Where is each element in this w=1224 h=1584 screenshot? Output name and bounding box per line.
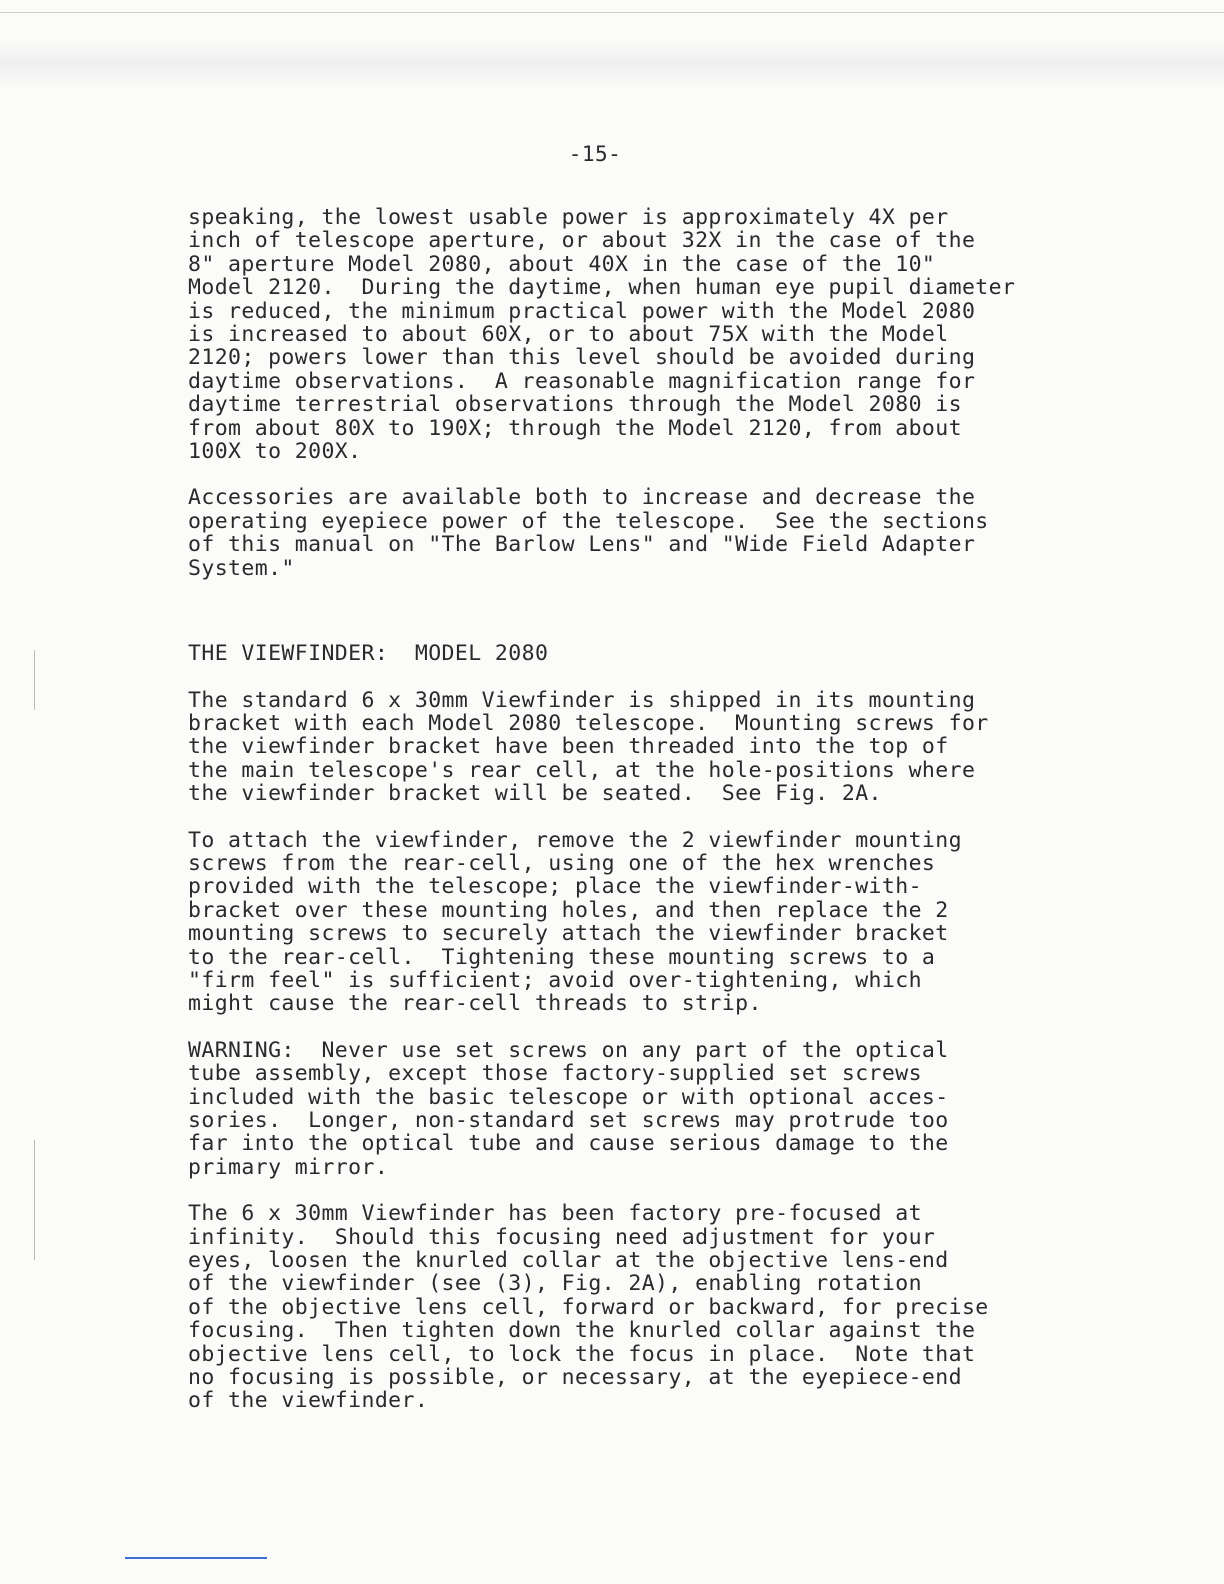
warning-paragraph xyxy=(188,1039,1108,1179)
text-line: 100X to 200X. xyxy=(188,439,362,465)
text-line: the viewfinder bracket will be seated. See Fig. 2A. xyxy=(188,781,882,807)
paragraph xyxy=(188,829,1108,1016)
text-line: Accessories are available both to increase and decrease the xyxy=(188,485,976,511)
text-line: sories. Longer, non-standard set screws may protrude too xyxy=(188,1108,949,1133)
text-line: operating eyepiece power of the telescope. See the sections xyxy=(188,508,989,534)
text-line: eyes, loosen the knurled collar at the objective lens-end xyxy=(188,1248,949,1274)
text-line: focusing. Then tighten down the knurled collar against the xyxy=(188,1318,976,1344)
scan-margin-mark xyxy=(34,650,35,710)
text-line: The 6 x 30mm Viewfinder has been factory pre-focused at xyxy=(188,1201,922,1227)
text-line: bracket over these mounting holes, and then replace the 2 xyxy=(188,897,949,923)
scan-top-edge xyxy=(0,12,1224,13)
text-line: primary mirror. xyxy=(188,1154,389,1180)
text-line: provided with the telescope; place the viewfinder-with- xyxy=(188,874,922,900)
text-line: 8" aperture Model 2080, about 40X in the case of the 10" xyxy=(188,251,936,277)
paragraph xyxy=(188,206,1108,463)
text-line: WARNING: Never use set screws on any part of the optical xyxy=(188,1037,949,1063)
text-line: of the viewfinder (see (3), Fig. 2A), enabling rotation xyxy=(188,1271,922,1297)
text-line: "firm feel" is sufficient; avoid over-tightening, which xyxy=(188,967,922,993)
text-line: included with the basic telescope or with optional acces- xyxy=(188,1084,949,1110)
text-line: speaking, the lowest usable power is approximately 4X per xyxy=(188,205,949,230)
scan-margin-mark xyxy=(34,1140,35,1260)
text-line: infinity. Should this focusing need adjustment for your xyxy=(188,1224,936,1250)
page-number: -15- xyxy=(568,142,622,166)
text-line: System." xyxy=(188,555,295,581)
text-line: might cause the rear-cell threads to strip. xyxy=(188,991,762,1017)
text-line: Model 2120. During the daytime, when human eye pupil diameter xyxy=(188,275,1016,301)
text-line: screws from the rear-cell, using one of the hex wrenches xyxy=(188,850,936,876)
text-line: objective lens cell, to lock the focus in place. Note that xyxy=(188,1341,976,1367)
text-line: mounting screws to securely attach the viewfinder bracket xyxy=(188,921,949,947)
scan-bottom-mark xyxy=(125,1557,267,1559)
text-line: bracket with each Model 2080 telescope. Mounting screws for xyxy=(188,710,989,736)
text-line: is increased to about 60X, or to about 75X with the Model xyxy=(188,322,949,348)
text-line: is reduced, the minimum practical power with the Model 2080 xyxy=(188,298,976,324)
text-line: To attach the viewfinder, remove the 2 viewfinder mounting xyxy=(188,827,962,853)
text-line: of the viewfinder. xyxy=(188,1388,429,1414)
text-line: of this manual on "The Barlow Lens" and "Wide Field Adapter xyxy=(188,532,976,558)
text-line: inch of telescope aperture, or about 32X in the case of the xyxy=(188,228,976,254)
text-line: the viewfinder bracket have been threaded into the top of xyxy=(188,734,949,760)
text-line: from about 80X to 190X; through the Model 2120, from about xyxy=(188,415,962,441)
body-text xyxy=(188,206,1108,1413)
paragraph xyxy=(188,486,1108,580)
section-heading: THE VIEWFINDER: MODEL 2080 xyxy=(188,641,549,667)
paragraph xyxy=(188,689,1108,806)
paragraph xyxy=(188,1202,1108,1413)
text-line: far into the optical tube and cause serious damage to the xyxy=(188,1131,949,1157)
text-line: the main telescope's rear cell, at the hole-positions where xyxy=(188,757,976,783)
text-line: no focusing is possible, or necessary, at the eyepiece-end xyxy=(188,1365,962,1391)
scan-artifact xyxy=(0,40,1224,90)
text-line: daytime observations. A reasonable magnification range for xyxy=(188,368,976,394)
text-line: 2120; powers lower than this level should be avoided during xyxy=(188,345,976,371)
text-line: The standard 6 x 30mm Viewfinder is shipped in its mounting xyxy=(188,687,976,713)
text-line: of the objective lens cell, forward or backward, for precise xyxy=(188,1294,989,1320)
text-line: daytime terrestrial observations through the Model 2080 is xyxy=(188,392,962,418)
text-line: to the rear-cell. Tightening these mounting screws to a xyxy=(188,944,936,970)
text-line: tube assembly, except those factory-supplied set screws xyxy=(188,1061,922,1087)
